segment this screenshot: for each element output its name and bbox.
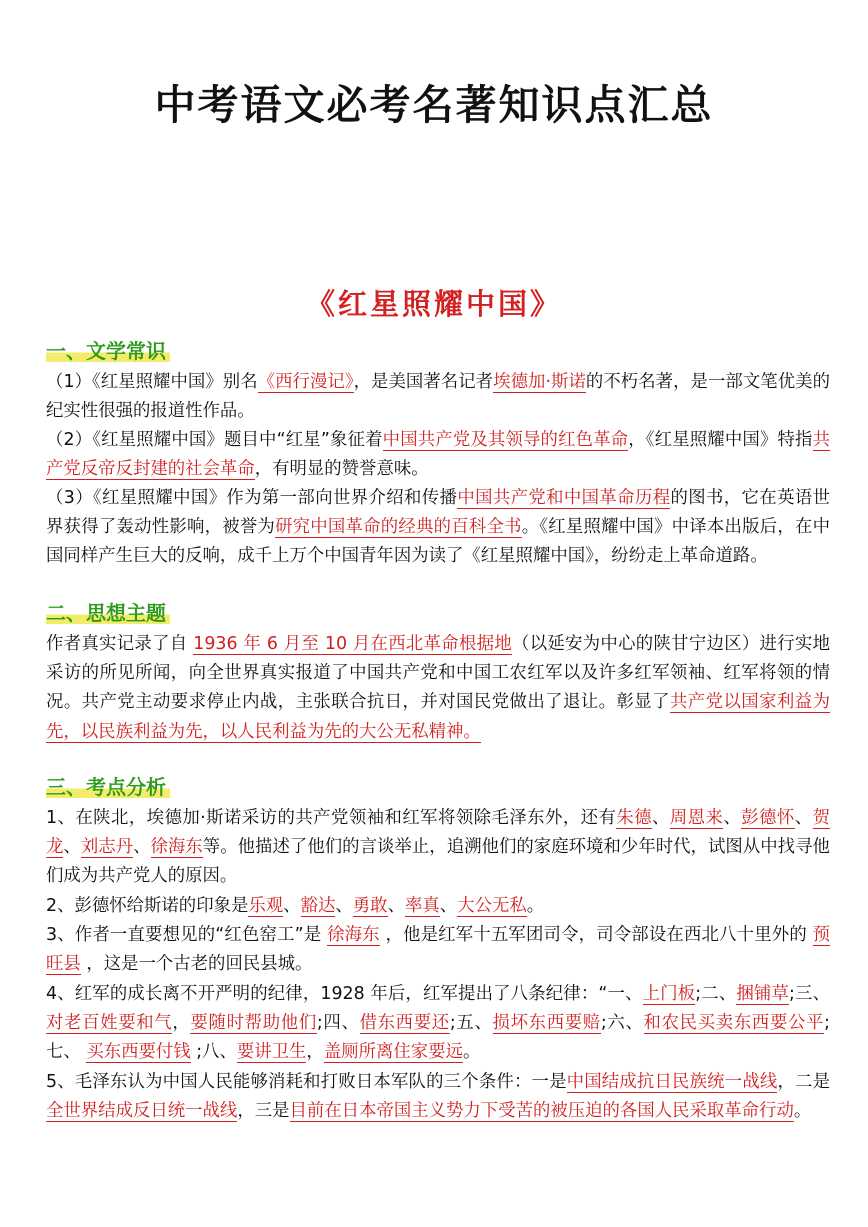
body-text: 4、红军的成长离不开严明的纪律，1928 年后，红军提出了八条纪律：“一、 <box>46 984 643 1004</box>
body-text: （以延安为中心的陕甘宁边区）进行实地采访的所见所闻，向全世界真实报道了中国共产党和中国工农红军以及许多红军领袖、红军将领的情况。共产党主动要求停止内战，主张联合抗日，并对国民党做出了退让。彰显了 <box>46 634 830 713</box>
key-point-text: 乐观 <box>248 896 284 916</box>
body-text: ;三、 <box>789 984 830 1004</box>
key-point-text: 盖厕所离住家要远 <box>323 1042 463 1063</box>
key-point-text: 要随时帮助他们 <box>190 1013 317 1034</box>
key-point-text: 周恩来 <box>669 808 724 828</box>
body-text: （2）《红星照耀中国》题目中“红星”象征着 <box>46 430 383 450</box>
key-point-text: 要讲卫生 <box>236 1042 307 1063</box>
body-text: 、 <box>387 896 405 916</box>
body-text: 。 <box>793 1101 812 1122</box>
section-heading-exam-points: 三、考点分析 <box>46 774 170 800</box>
key-point-text: 预旺县 <box>46 925 830 975</box>
key-point-text: 中国共产党和中国革命历程 <box>457 488 671 508</box>
key-point-text: 全世界结成反日统一战线 <box>46 1101 238 1122</box>
body-text: （1）《红星照耀中国》别名 <box>46 372 258 392</box>
page-title: 中考语文必考名著知识点汇总 <box>154 81 714 129</box>
body-text: ，《红星照耀中国》特指 <box>628 430 813 450</box>
body-text: 5、毛泽东认为中国人民能够消耗和打败日本军队的三个条件：一是 <box>46 1072 567 1092</box>
body-text: ;八、 <box>190 1042 237 1063</box>
section-heading-literary-knowledge: 一、文学常识 <box>46 338 170 364</box>
body-text: ，他是红军十五军团司令，司令部设在西北八十里外的 <box>379 925 813 945</box>
body-text: ;六、 <box>600 1013 644 1034</box>
body-text: 、 <box>794 808 813 828</box>
key-point-text: 徐海东 <box>150 837 203 858</box>
key-point-text: 1936 年 6 月至 10 月在西北革命根据地 <box>193 634 513 654</box>
body-text: 的图书，它在英语世界获得了轰动性影响，被誉为 <box>46 488 830 538</box>
body-text: ;二、 <box>695 984 737 1004</box>
body-text: 、 <box>133 837 151 858</box>
body-text: ，二是 <box>777 1072 830 1092</box>
body-text: 、 <box>63 837 81 858</box>
key-point-text: 刘志丹 <box>80 837 134 858</box>
section-paragraph <box>46 630 830 747</box>
key-point-text: 贺龙 <box>46 808 830 858</box>
key-point-text: 和农民买卖东西要公平 <box>643 1013 825 1034</box>
body-text: ;五、 <box>449 1013 493 1034</box>
key-point-text: 共产党反帝反封建的社会革命 <box>46 430 830 480</box>
key-point-text: 勇敢 <box>352 896 388 916</box>
section-paragraph <box>46 921 830 979</box>
body-text: 。《红星照耀中国》中译本出版后，在中国同样产生巨大的反响，成千上万个中国青年因为读了《红星照耀中国》，纷纷走上革命道路。 <box>46 517 830 567</box>
body-text: 、 <box>723 808 742 828</box>
body-text: 、 <box>652 808 670 828</box>
key-point-text: 徐海东 <box>327 925 380 945</box>
key-point-text: 朱德 <box>616 808 652 828</box>
key-point-text: 借东西要还 <box>359 1013 450 1034</box>
key-point-text: 对老百姓要和气 <box>46 1013 173 1034</box>
body-text: ，有明显的赞誉意味。 <box>254 459 429 480</box>
body-text: 2、彭德怀给斯诺的印象是 <box>46 896 249 916</box>
key-point-text: 《西行漫记》 <box>257 372 354 392</box>
key-point-text: 研究中国革命的经典的百科全书 <box>275 517 522 538</box>
body-text: 、 <box>335 896 353 916</box>
body-text: 1、在陕北，埃德加·斯诺采访的共产党领袖和红军将领除毛泽东外，还有 <box>46 808 617 828</box>
section-paragraph <box>46 980 830 1068</box>
section-heading-theme: 二、思想主题 <box>46 600 170 626</box>
section-paragraph <box>46 484 830 572</box>
key-point-text: 中国结成抗日民族统一战线 <box>566 1072 778 1092</box>
key-point-text: 率真 <box>404 896 440 916</box>
body-text: 作者真实记录了自 <box>46 634 194 654</box>
key-point-text: 买东西要付钱 <box>86 1042 191 1063</box>
key-point-text: 埃德加·斯诺 <box>493 372 586 392</box>
key-point-text: 中国共产党及其领导的红色革命 <box>382 430 629 450</box>
section-paragraph <box>46 1068 830 1126</box>
body-text: 。 <box>462 1042 481 1063</box>
key-point-text: 目前在日本帝国主义势力下受苦的被压迫的各国人民采取革命行动 <box>289 1101 794 1122</box>
body-text: ，三是 <box>237 1101 290 1122</box>
body-text: ， <box>306 1042 324 1063</box>
body-text: 的不朽名著，是一部文笔优美的纪实性很强的报道性作品。 <box>46 372 830 422</box>
section-paragraph <box>46 892 830 921</box>
key-point-text: 彭德怀 <box>741 808 795 828</box>
body-text: ;四、 <box>316 1013 360 1034</box>
body-text: ，这是一个古老的回民县城。 <box>80 954 313 975</box>
key-point-text: 损坏东西要赔 <box>492 1013 601 1034</box>
body-text: 等。他描述了他们的言谈举止，追溯他们的家庭环境和少年时代，试图从中找寻他们成为共产党人的原因。 <box>46 837 830 887</box>
section-paragraph <box>46 368 830 426</box>
key-point-text: 上门板 <box>642 984 696 1004</box>
body-text: （3）《红星照耀中国》作为第一部向世界介绍和传播 <box>46 488 458 508</box>
body-text: 、 <box>439 896 458 916</box>
body-text: ;七、 <box>46 1013 830 1063</box>
key-point-text: 大公无私 <box>457 896 527 916</box>
body-text: ， <box>172 1013 191 1034</box>
body-text: ，是美国著名记者 <box>353 372 494 392</box>
body-text: 、 <box>283 896 301 916</box>
key-point-text: 豁达 <box>300 896 336 916</box>
section-paragraph <box>46 426 830 484</box>
book-title: 《红星照耀中国》 <box>305 287 562 321</box>
section-paragraph <box>46 804 830 892</box>
body-text: 3、作者一直要想见的“红色窑工”是 <box>46 925 328 945</box>
key-point-text: 共产党以国家利益为先，以民族利益为先，以人民利益为先的大公无私精神。 <box>46 692 830 742</box>
body-text: 。 <box>526 896 545 916</box>
key-point-text: 捆铺草 <box>736 984 790 1004</box>
